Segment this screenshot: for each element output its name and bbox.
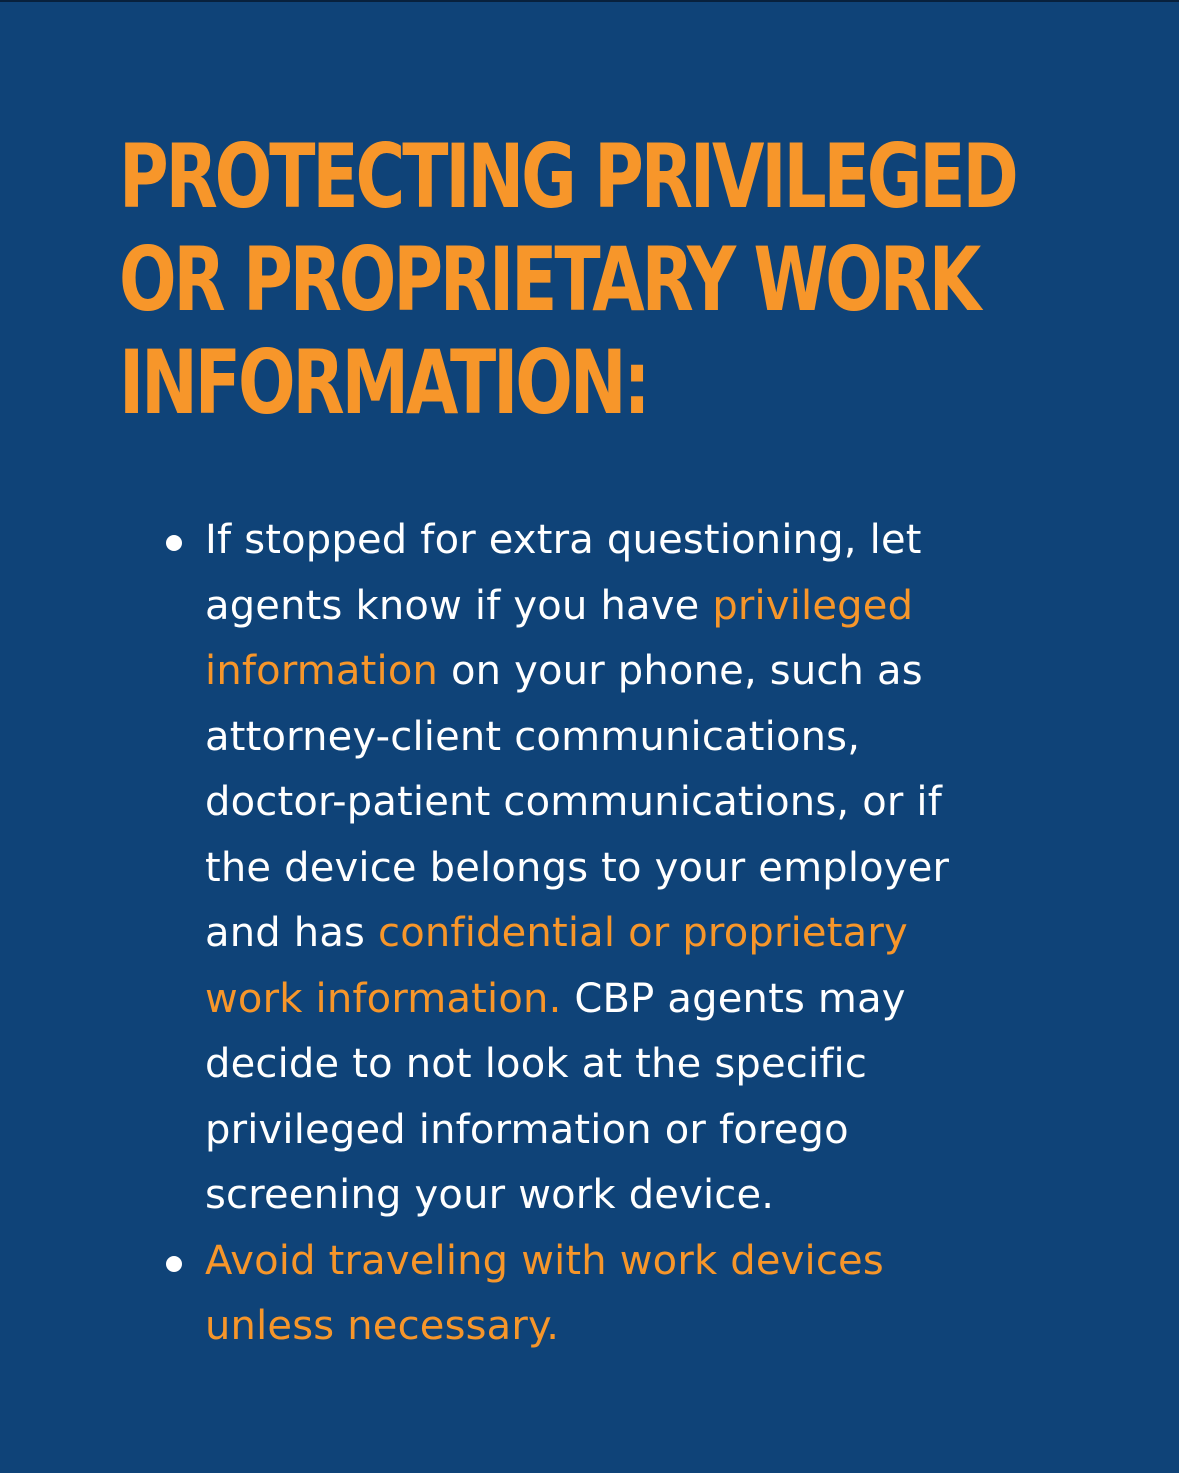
bullet-line — [205, 836, 1040, 902]
bullet-line — [205, 1294, 1040, 1360]
title-line-1: PROTECTING PRIVILEGED — [119, 125, 1016, 228]
bullet-line — [205, 508, 1040, 574]
title-line-3: INFORMATION: — [119, 331, 648, 434]
highlight-text: confidential or proprietary — [378, 910, 908, 956]
bullet-text: on your phone, such as — [438, 648, 923, 694]
bullet-text: the device belongs to your employer — [205, 844, 950, 891]
bullet-line — [205, 1229, 1040, 1295]
bullet-dot-icon — [166, 535, 182, 551]
bullet-dot-icon — [166, 1256, 182, 1272]
highlight-text: information — [205, 648, 439, 694]
bullet-line — [205, 574, 1040, 640]
highlight-text: Avoid traveling with work devices — [205, 1237, 884, 1284]
bullet-item-privileged-info — [160, 508, 1040, 1229]
bullet-list — [160, 508, 1040, 1360]
bullet-text: decide to not look at the specific — [205, 1041, 868, 1087]
bullet-text: CBP agents may — [561, 975, 906, 1022]
title-line-2: OR PROPRIETARY WORK — [119, 228, 979, 331]
bullet-line — [205, 901, 1040, 967]
bullet-text: If stopped for extra questioning, let — [205, 517, 922, 563]
bullet-item-avoid-travel — [160, 1229, 1040, 1360]
bullet-text: doctor-patient communications, or if — [205, 779, 943, 825]
bullet-text: privileged information or forego — [205, 1106, 849, 1153]
bullet-text: screening your work device. — [205, 1172, 775, 1218]
bullet-line — [205, 1032, 1040, 1098]
page-title — [119, 125, 1016, 434]
bullet-line — [205, 967, 1040, 1033]
highlight-text: work information. — [205, 975, 562, 1022]
bullet-line — [205, 770, 1040, 836]
bullet-text: and has — [205, 910, 378, 956]
highlight-text: unless necessary. — [205, 1303, 560, 1349]
bullet-line — [205, 705, 1040, 771]
highlight-text: privileged — [712, 582, 914, 629]
bullet-line — [205, 1163, 1040, 1229]
bullet-text: agents know if you have — [205, 582, 713, 629]
bullet-line — [205, 1098, 1040, 1164]
bullet-line — [205, 639, 1040, 705]
bullet-text: attorney-client communications, — [205, 713, 861, 760]
